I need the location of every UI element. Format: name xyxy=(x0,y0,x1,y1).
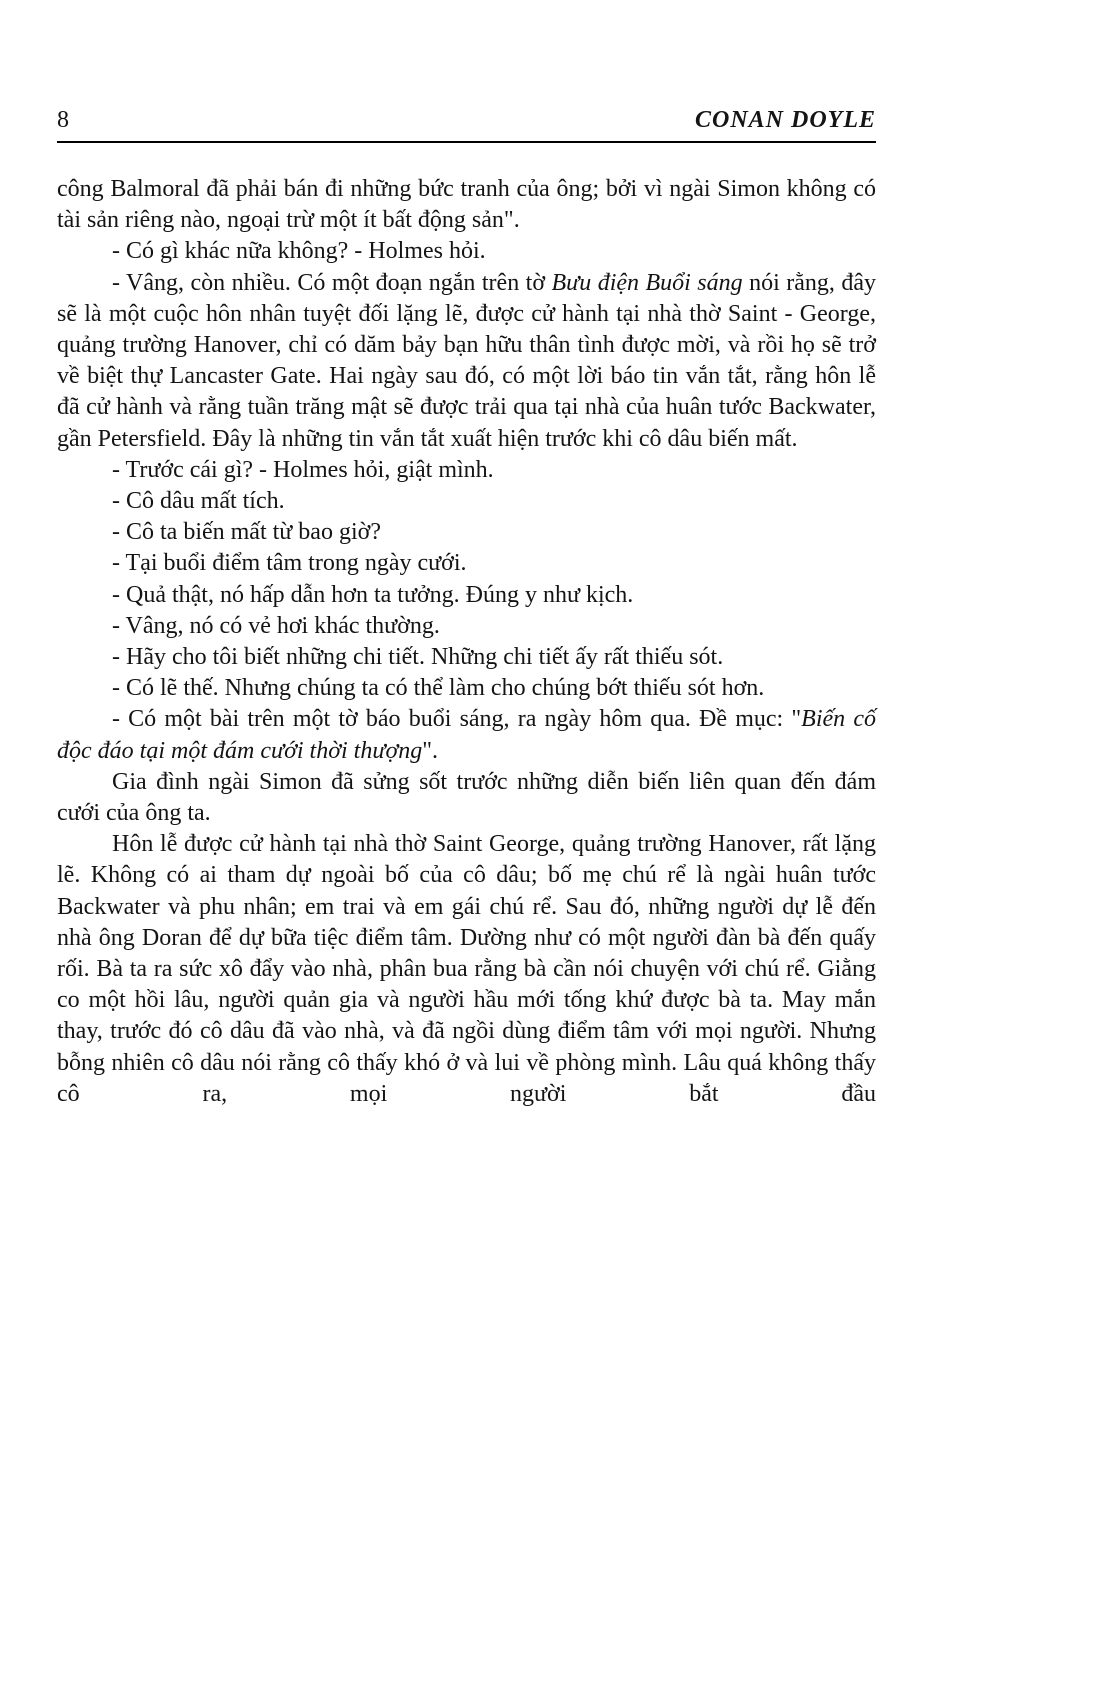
text-run: - Vâng, nó có vẻ hơi khác thường. xyxy=(112,612,440,639)
text-run: - Trước cái gì? - Holmes hỏi, giật mình. xyxy=(112,456,494,483)
text-run: - Quả thật, nó hấp dẫn hơn ta tưởng. Đúng y như kịch. xyxy=(112,581,634,608)
text-run: nói rằng, đây sẽ là một cuộc hôn nhân tuyệt đối lặng lẽ, được cử hành tại nhà thờ Saint - George, quảng trường Hanover, chỉ có dăm bảy bạn hữu thân tình được mời, và rồi họ sẽ trở về biệt thự Lancaster Gate. Hai ngày sau đó, có một lời báo tin vắn tắt, rằng hôn lễ đã cử hành và rằng tuần trăng mật sẽ được trải qua tại nhà của huân tước Backwater, gần Petersfield. Đây là những tin vắn tắt xuất hiện trước khi cô dâu biến mất. xyxy=(57,269,876,452)
page-header xyxy=(57,106,876,134)
text-run: - Có gì khác nữa không? - Holmes hỏi. xyxy=(112,238,486,265)
paragraph xyxy=(57,829,876,1110)
paragraph xyxy=(57,767,876,829)
paragraph xyxy=(57,673,876,704)
paragraph xyxy=(57,642,876,673)
paragraph xyxy=(57,704,876,766)
italic-text-run: Biến cố độc đáo tại một đám cưới thời thượng xyxy=(57,706,876,764)
paragraph xyxy=(57,548,876,579)
text-run: - Hãy cho tôi biết những chi tiết. Những chi tiết ấy rất thiếu sót. xyxy=(112,644,724,671)
paragraph xyxy=(57,236,876,267)
header-divider xyxy=(57,141,876,143)
text-run: - Vâng, còn nhiều. Có một đoạn ngắn trên tờ xyxy=(112,269,552,296)
paragraph xyxy=(57,486,876,517)
italic-text-run: Bưu điện Buổi sáng xyxy=(551,269,743,296)
page-number: 8 xyxy=(57,107,69,133)
text-run: Hôn lễ được cử hành tại nhà thờ Saint George, quảng trường Hanover, rất lặng lẽ. Không có ai tham dự ngoài bố của cô dâu; bố mẹ chú rể là ngài huân tước Backwater và phu nhân; em trai và em gái chú rể. Sau đó, những người dự lễ đến nhà ông Doran để dự bữa tiệc điểm tâm. Dường như có một người đàn bà đến quấy rối. Bà ta ra sức xô đẩy vào nhà, phân bua rằng bà cần nói chuyện với chú rể. Giằng co một hồi lâu, người quản gia và người hầu mới tống khứ được bà ta. May mắn thay, trước đó cô dâu đã vào nhà, và đã ngồi dùng điểm tâm với mọi người. Nhưng bỗng nhiên cô dâu nói rằng cô thấy khó ở và lui về phòng mình. Lâu quá không thấy cô ra, mọi người bắt đầu xyxy=(57,831,876,1107)
text-run: công Balmoral đã phải bán đi những bức tranh của ông; bởi vì ngài Simon không có tài sản riêng nào, ngoại trừ một ít bất động sản". xyxy=(57,176,876,234)
paragraph xyxy=(57,455,876,486)
text-run: - Có lẽ thế. Nhưng chúng ta có thể làm cho chúng bớt thiếu sót hơn. xyxy=(112,675,765,702)
paragraph xyxy=(57,611,876,642)
paragraph xyxy=(57,580,876,611)
text-run: ". xyxy=(422,737,439,764)
page-body xyxy=(57,174,876,1110)
paragraph xyxy=(57,174,876,236)
text-run: - Có một bài trên một tờ báo buổi sáng, ra ngày hôm qua. Đề mục: " xyxy=(112,706,802,733)
paragraph xyxy=(57,268,876,455)
text-run: - Cô ta biến mất từ bao giờ? xyxy=(112,519,381,546)
running-header: CONAN DOYLE xyxy=(694,107,876,133)
text-run: - Tại buổi điểm tâm trong ngày cưới. xyxy=(112,550,467,577)
paragraph xyxy=(57,517,876,548)
text-run: Gia đình ngài Simon đã sửng sốt trước những diễn biến liên quan đến đám cưới của ông ta. xyxy=(57,768,876,827)
text-run: - Cô dâu mất tích. xyxy=(112,488,285,515)
